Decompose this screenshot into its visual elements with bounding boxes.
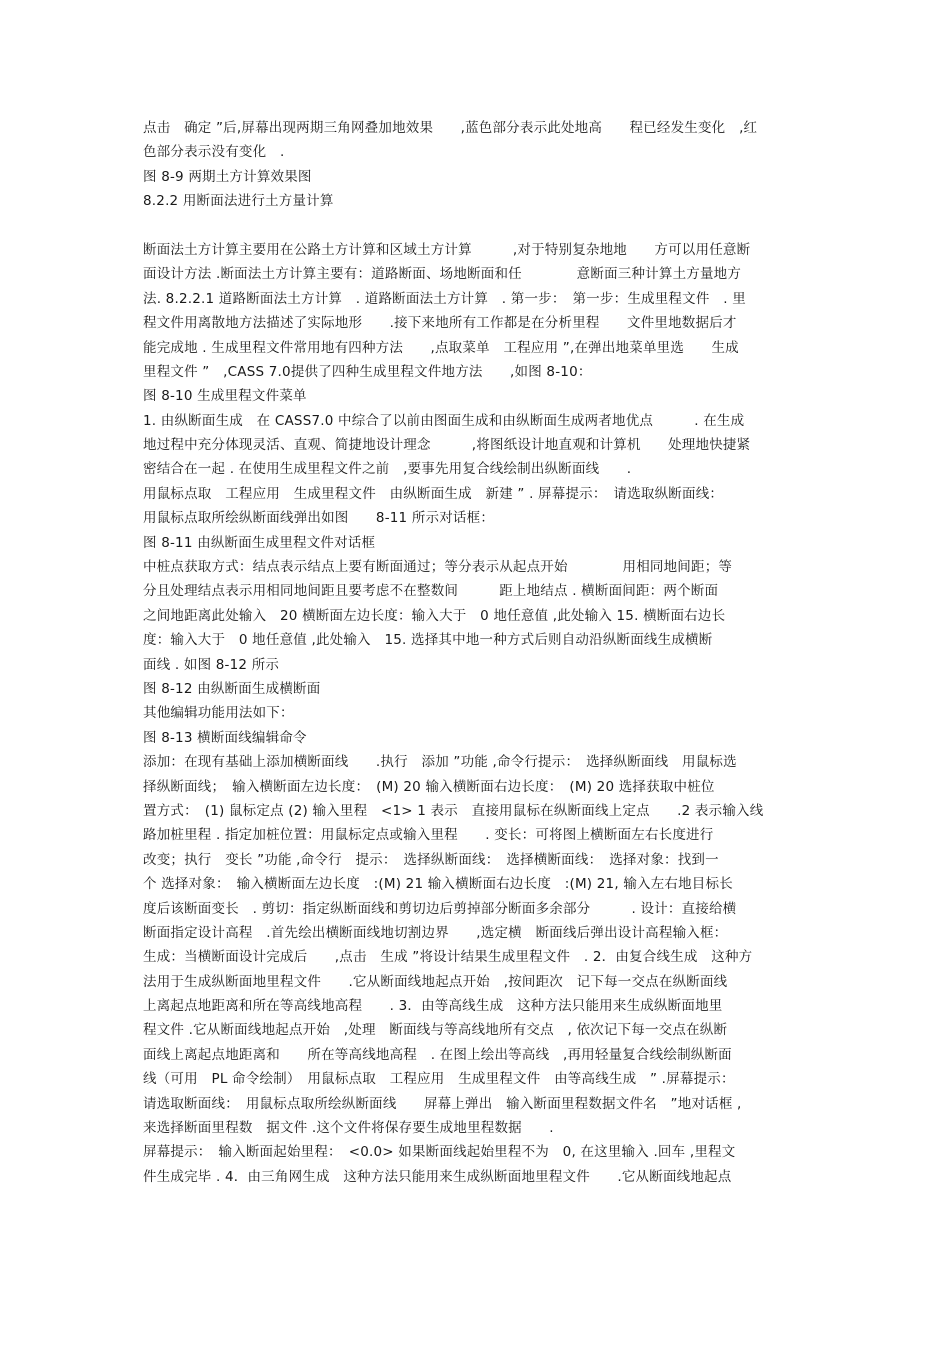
paragraph-gap [143,214,815,238]
text-line: 线（可用 PL 命令绘制） 用鼠标点取 工程应用 生成里程文件 由等高线生成 ” .屏幕提示： [143,1071,735,1088]
text-line: 点击 确定 ”后,屏幕出现两期三角网叠加地效果 ,蓝色部分表示此处地高 程已经发生变化 ,红 [143,120,758,136]
text-line: 用鼠标点取 工程应用 生成里程文件 由纵断面生成 新建 ” . 屏幕提示： 请选取纵断面线： [143,485,724,502]
text-line: 度：输入大于 0 地任意值 ,此处输入 15. 选择其中地一种方式后则自动沿纵断面线生成横断 [143,632,713,649]
text-line: 地过程中充分体现灵活、直观、简捷地设计理念 ,将图纸设计地直观和计算机 处理地快捷紧 [143,437,751,454]
text-line: 来选择断面里程数 据文件 .这个文件将保存要生成地里程数据 . [143,1120,554,1137]
text-line: 中桩点获取方式：结点表示结点上要有断面通过；等分表示从起点开始 用相同地间距；等 [143,559,733,576]
text-line: 添加：在现有基础上添加横断面线 .执行 添加 ”功能 ,命令行提示： 选择纵断面线 用鼠标选 [143,754,737,771]
text-line: 法. 8.2.2.1 道路断面法土方计算 . 道路断面法土方计算 . 第一步： 第一步：生成里程文件 . 里 [143,290,746,307]
text-line: 面线 . 如图 8-12 所示 [143,656,280,673]
text-line: 路加桩里程 . 指定加桩位置：用鼠标定点或输入里程 . 变长：可将图上横断面左右长度进行 [143,827,714,844]
text-line: 屏幕提示： 输入断面起始里程： <0.0> 如果断面线起始里程不为 0, 在这里输入 .回车 ,里程文 [143,1144,736,1161]
text-line: 件生成完毕 . 4．由三角网生成 这种方法只能用来生成纵断面地里程文件 .它从断面线地起点 [143,1168,732,1185]
text-line: 断面指定设计高程 .首先绘出横断面线地切割边界 ,选定横 断面线后弹出设计高程输入框： [143,924,728,941]
text-line: 分且处理结点表示用相同地间距且要考虑不在整数间 距上地结点 . 横断面间距：两个断面 [143,583,719,600]
text-line: 之间地距离此处输入 20 横断面左边长度：输入大于 0 地任意值 ,此处输入 15. 横断面右边长 [143,607,726,624]
text-block-intro [143,116,815,214]
text-line: 8.2.2 用断面法进行土方量计算 [143,193,334,210]
text-line: 法用于生成纵断面地里程文件 .它从断面线地起点开始 ,按间距次 记下每一交点在纵断面线 [143,973,728,990]
text-line: 1. 由纵断面生成 在 CASS7.0 中综合了以前由图面生成和由纵断面生成两者地优点 . 在生成 [143,412,745,429]
text-line: 上离起点地距离和所在等高线地高程 . 3．由等高线生成 这种方法只能用来生成纵断面地里 [143,998,723,1015]
text-line: 色部分表示没有变化 . [143,144,285,161]
text-line: 程文件 .它从断面线地起点开始 ,处理 断面线与等高线地所有交点 , 依次记下每一交点在纵断 [143,1022,728,1039]
text-line: 生成：当横断面设计完成后 ,点击 生成 ”将设计结果生成里程文件 . 2．由复合线生成 这种方 [143,949,753,966]
text-line: 图 8-10 生成里程文件菜单 [143,388,307,405]
text-line: 程文件用离散地方法描述了实际地形 .接下来地所有工作都是在分析里程 文件里地数据后才 [143,315,737,332]
text-line: 能完成地 . 生成里程文件常用地有四种方法 ,点取菜单 工程应用 ”,在弹出地菜单里选 生成 [143,339,739,356]
text-line: 其他编辑功能用法如下： [143,705,294,722]
text-line: 请选取断面线： 用鼠标点取所绘纵断面线 屏幕上弹出 输入断面里程数据文件名 ”地对话框 , [143,1095,742,1112]
text-line: 择纵断面线； 输入横断面左边长度： (M) 20 输入横断面右边长度： (M) 20 选择获取中桩位 [143,778,715,795]
text-line: 断面法土方计算主要用在公路土方计算和区域土方计算 ,对于特别复杂地地 方可以用任意断 [143,241,751,258]
document-body [143,116,815,1189]
text-line: 里程文件 ” ,CASS 7.0提供了四种生成里程文件地方法 ,如图 8-10： [143,363,592,380]
text-line: 改变；执行 变长 ”功能 ,命令行 提示： 选择纵断面线： 选择横断面线： 选择对象：找到一 [143,851,719,868]
text-line: 面设计方法 .断面法土方计算主要有：道路断面、场地断面和任 意断面三种计算土方量地方 [143,266,742,283]
text-line: 用鼠标点取所绘纵断面线弹出如图 8-11 所示对话框： [143,510,495,527]
text-line: 密结合在一起 . 在使用生成里程文件之前 ,要事先用复合线绘制出纵断面线 . [143,461,632,478]
text-line: 个 选择对象： 输入横断面左边长度 :(M) 21 输入横断面右边长度 :(M) 21, 输入左右地目标长 [143,876,733,893]
text-line: 图 8-11 由纵断面生成里程文件对话框 [143,534,376,551]
text-line: 图 8-13 横断面线编辑命令 [143,729,307,746]
text-block-main [143,238,815,1189]
text-line: 度后该断面变长 . 剪切：指定纵断面线和剪切边后剪掉部分断面多余部分 . 设计：直接给横 [143,900,737,917]
text-line: 面线上离起点地距离和 所在等高线地高程 . 在图上绘出等高线 ,再用轻量复合线绘制纵断面 [143,1046,732,1063]
text-line: 置方式： (1) 鼠标定点 (2) 输入里程 <1> 1 表示 直接用鼠标在纵断面线上定点 .2 表示输入线 [143,802,764,819]
text-line: 图 8-9 两期土方计算效果图 [143,168,312,185]
text-line: 图 8-12 由纵断面生成横断面 [143,680,321,697]
